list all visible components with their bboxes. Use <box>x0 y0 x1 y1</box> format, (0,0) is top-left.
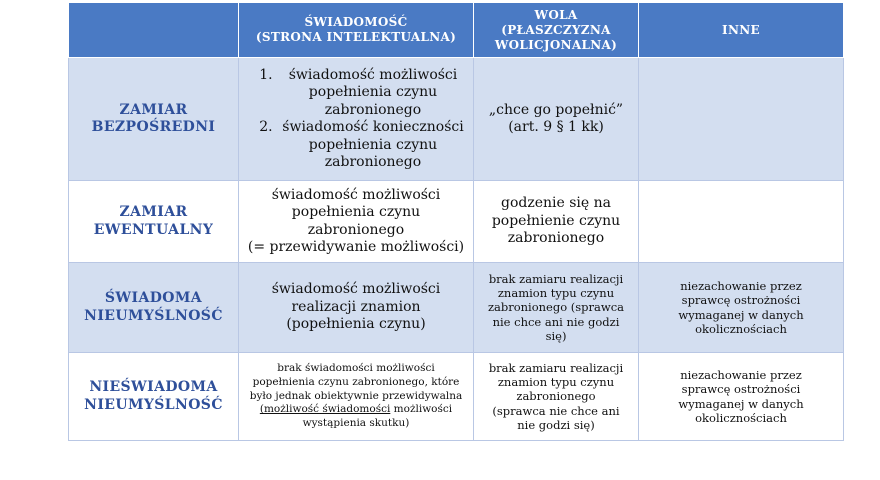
other-line: niezachowanie przez <box>680 367 802 382</box>
will-line: nie godzi się) <box>517 418 595 433</box>
header-awareness-subtitle: (STRONA INTELEKTUALNA) <box>255 30 457 44</box>
row-label-nieswiadoma-nieumyslnosc <box>69 353 239 441</box>
other-line: niezachowanie przez <box>680 278 802 293</box>
other-cell <box>639 353 844 441</box>
header-awareness-title: ŚWIADOMOŚĆ <box>304 15 408 29</box>
other-cell <box>639 58 844 181</box>
will-line: (art. 9 § 1 kk) <box>508 119 604 135</box>
other-line: wymaganej w danych <box>678 396 804 411</box>
will-line: zabronionego <box>507 230 605 247</box>
will-line: zabronionego (sprawca <box>487 300 625 315</box>
intent-table <box>68 2 844 441</box>
row-label-line: EWENTUALNY <box>93 221 214 238</box>
row-label-line: NIEUMYŚLNOŚĆ <box>84 307 223 324</box>
will-cell <box>474 58 639 181</box>
row-label-zamiar-bezposredni <box>69 58 239 181</box>
will-line: się) <box>545 329 567 344</box>
will-line: brak zamiaru realizacji <box>488 271 624 286</box>
row-label-line: BEZPOŚREDNI <box>91 119 216 135</box>
will-cell <box>474 263 639 353</box>
row-label-line: NIEŚWIADOMA <box>89 379 218 395</box>
header-row <box>69 3 844 58</box>
will-line: brak zamiaru realizacji <box>488 360 624 375</box>
header-will-subtitle-1: (PŁASZCZYZNA <box>501 22 611 37</box>
other-line: wymaganej w danych <box>678 307 804 322</box>
awareness-list-item: 2. świadomość konieczności popełnienia czynu zabronionego <box>277 119 469 172</box>
awareness-line: zabronionego <box>307 221 405 238</box>
awareness-cell <box>239 263 474 353</box>
row-swiadoma-nieumyslnosc <box>69 263 844 353</box>
row-label-line: ŚWIADOMA <box>104 290 203 306</box>
other-cell <box>639 263 844 353</box>
awareness-line: brak świadomości możliwości <box>277 362 435 375</box>
row-zamiar-bezposredni <box>69 58 844 181</box>
row-zamiar-ewentualny <box>69 181 844 263</box>
will-line: (sprawca nie chce ani <box>492 403 620 418</box>
awareness-line: (= przewidywanie możliwości) <box>247 239 465 255</box>
awareness-line: świadomość możliwości <box>271 281 441 298</box>
other-line: okolicznościach <box>695 410 787 425</box>
awareness-line: było jednak obiektywnie przewidywalna <box>249 389 463 402</box>
will-line: „chce go popełnić” <box>488 101 624 118</box>
awareness-line: (popełnienia czynu) <box>286 316 426 333</box>
header-other: INNE <box>639 3 844 58</box>
header-will-subtitle-2: WOLICJONALNA) <box>494 37 618 52</box>
awareness-line: realizacji znamion <box>291 298 421 315</box>
will-line: popełnienie czynu <box>491 212 621 229</box>
will-line: znamion typu czynu <box>497 285 615 300</box>
other-line: okolicznościach <box>695 321 787 336</box>
other-line: sprawcę ostrożności <box>681 293 801 308</box>
row-label-line: ZAMIAR <box>119 204 188 220</box>
awareness-line: popełnienia czynu zabronionego, które <box>252 376 460 389</box>
awareness-line <box>243 403 469 417</box>
header-cell-empty <box>69 3 239 58</box>
awareness-list-item: 1. świadomość możliwości popełnienia czynu zabronionego <box>277 67 469 120</box>
header-will <box>474 3 639 58</box>
header-awareness <box>239 3 474 58</box>
awareness-text: możliwości <box>390 403 453 416</box>
row-nieswiadoma-nieumyslnosc <box>69 353 844 441</box>
awareness-line: wystąpienia skutku) <box>302 416 410 429</box>
will-cell <box>474 181 639 263</box>
row-label-line: ZAMIAR <box>119 101 188 118</box>
awareness-cell <box>239 58 474 181</box>
awareness-cell <box>239 181 474 263</box>
will-line: zabronionego <box>516 389 596 404</box>
will-line: znamion typu czynu <box>497 374 615 389</box>
will-line: nie chce ani nie godzi <box>492 314 620 329</box>
will-cell <box>474 353 639 441</box>
awareness-line: świadomość możliwości <box>271 186 441 203</box>
other-line: sprawcę ostrożności <box>681 382 801 397</box>
row-label-swiadoma-nieumyslnosc <box>69 263 239 353</box>
awareness-list <box>243 67 469 172</box>
header-will-title: WOLA <box>534 7 578 22</box>
awareness-line: popełnienia czynu <box>291 204 421 220</box>
awareness-cell <box>239 353 474 441</box>
row-label-line: NIEUMYŚLNOŚĆ <box>84 396 223 413</box>
row-label-zamiar-ewentualny <box>69 181 239 263</box>
awareness-underlined-text: (możliwość świadomości <box>259 403 391 416</box>
other-cell <box>639 181 844 263</box>
will-line: godzenie się na <box>500 195 611 212</box>
